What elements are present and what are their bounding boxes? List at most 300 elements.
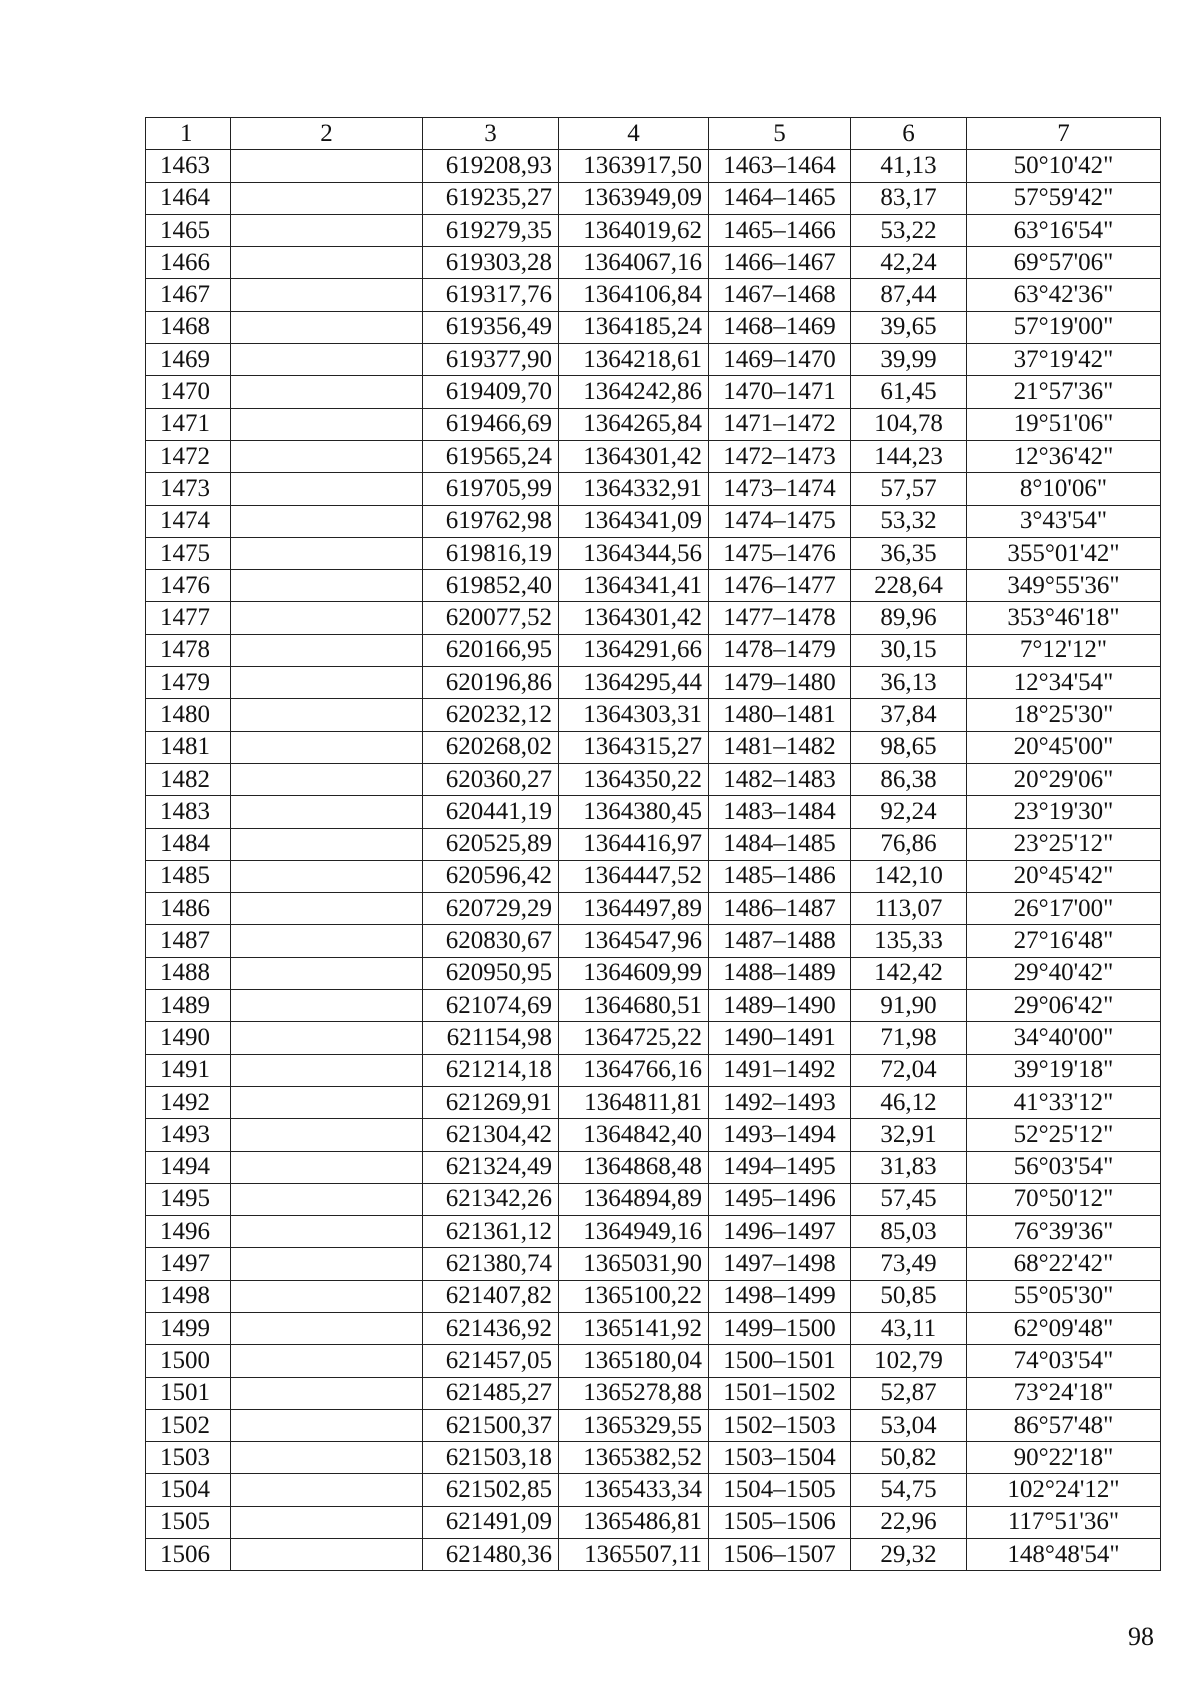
table-row [146,1377,1161,1409]
length-cell: 52,87 [851,1377,967,1409]
point-number-cell: 1500 [146,1345,231,1377]
y-coordinate-cell: 1364019,62 [559,214,709,246]
segment-cell: 1504–1505 [709,1474,851,1506]
segment-cell: 1493–1494 [709,1119,851,1151]
column-2-cell [231,1312,423,1344]
x-coordinate-cell: 619356,49 [423,311,559,343]
column-2-cell [231,893,423,925]
x-coordinate-cell: 619279,35 [423,214,559,246]
length-cell: 50,82 [851,1442,967,1474]
column-2-cell [231,1086,423,1118]
segment-cell: 1489–1490 [709,990,851,1022]
y-coordinate-cell: 1365433,34 [559,1474,709,1506]
y-coordinate-cell: 1364725,22 [559,1022,709,1054]
point-number-cell: 1473 [146,473,231,505]
length-cell: 142,10 [851,860,967,892]
length-cell: 39,65 [851,311,967,343]
point-number-cell: 1488 [146,957,231,989]
column-2-cell [231,1183,423,1215]
x-coordinate-cell: 620077,52 [423,602,559,634]
bearing-cell: 63°16'54" [967,214,1161,246]
point-number-cell: 1492 [146,1086,231,1118]
bearing-cell: 148°48'54" [967,1539,1161,1571]
table-row [146,247,1161,279]
x-coordinate-cell: 620729,29 [423,893,559,925]
bearing-cell: 56°03'54" [967,1151,1161,1183]
segment-cell: 1497–1498 [709,1248,851,1280]
length-cell: 57,45 [851,1183,967,1215]
x-coordinate-cell: 621074,69 [423,990,559,1022]
column-2-cell [231,957,423,989]
y-coordinate-cell: 1364344,56 [559,537,709,569]
y-coordinate-cell: 1365180,04 [559,1345,709,1377]
column-2-cell [231,247,423,279]
segment-cell: 1480–1481 [709,699,851,731]
table-row [146,1345,1161,1377]
length-cell: 42,24 [851,247,967,279]
y-coordinate-cell: 1363917,50 [559,150,709,182]
point-number-cell: 1471 [146,408,231,440]
column-header-2: 2 [231,118,423,150]
y-coordinate-cell: 1364447,52 [559,860,709,892]
segment-cell: 1498–1499 [709,1280,851,1312]
table-row [146,1216,1161,1248]
segment-cell: 1474–1475 [709,505,851,537]
bearing-cell: 52°25'12" [967,1119,1161,1151]
bearing-cell: 39°19'18" [967,1054,1161,1086]
length-cell: 41,13 [851,150,967,182]
segment-cell: 1492–1493 [709,1086,851,1118]
bearing-cell: 23°25'12" [967,828,1161,860]
bearing-cell: 70°50'12" [967,1183,1161,1215]
point-number-cell: 1466 [146,247,231,279]
point-number-cell: 1464 [146,182,231,214]
length-cell: 85,03 [851,1216,967,1248]
point-number-cell: 1482 [146,763,231,795]
y-coordinate-cell: 1365031,90 [559,1248,709,1280]
point-number-cell: 1481 [146,731,231,763]
point-number-cell: 1483 [146,796,231,828]
table-row [146,893,1161,925]
y-coordinate-cell: 1364380,45 [559,796,709,828]
table-row [146,634,1161,666]
column-2-cell [231,990,423,1022]
segment-cell: 1482–1483 [709,763,851,795]
y-coordinate-cell: 1364067,16 [559,247,709,279]
bearing-cell: 73°24'18" [967,1377,1161,1409]
x-coordinate-cell: 621457,05 [423,1345,559,1377]
x-coordinate-cell: 621485,27 [423,1377,559,1409]
length-cell: 36,35 [851,537,967,569]
x-coordinate-cell: 621407,82 [423,1280,559,1312]
x-coordinate-cell: 619816,19 [423,537,559,569]
bearing-cell: 68°22'42" [967,1248,1161,1280]
column-2-cell [231,408,423,440]
bearing-cell: 62°09'48" [967,1312,1161,1344]
table-row [146,1280,1161,1312]
bearing-cell: 76°39'36" [967,1216,1161,1248]
bearing-cell: 7°12'12" [967,634,1161,666]
length-cell: 37,84 [851,699,967,731]
table-row [146,667,1161,699]
segment-cell: 1503–1504 [709,1442,851,1474]
table-row [146,1474,1161,1506]
table-row [146,1119,1161,1151]
bearing-cell: 74°03'54" [967,1345,1161,1377]
column-2-cell [231,537,423,569]
length-cell: 31,83 [851,1151,967,1183]
length-cell: 91,90 [851,990,967,1022]
table-row [146,1442,1161,1474]
bearing-cell: 23°19'30" [967,796,1161,828]
segment-cell: 1477–1478 [709,602,851,634]
y-coordinate-cell: 1364218,61 [559,344,709,376]
bearing-cell: 19°51'06" [967,408,1161,440]
segment-cell: 1468–1469 [709,311,851,343]
table-row [146,828,1161,860]
table-row [146,505,1161,537]
length-cell: 228,64 [851,570,967,602]
bearing-cell: 57°19'00" [967,311,1161,343]
point-number-cell: 1491 [146,1054,231,1086]
table-row [146,925,1161,957]
column-2-cell [231,602,423,634]
table-row [146,860,1161,892]
length-cell: 144,23 [851,440,967,472]
bearing-cell: 12°36'42" [967,440,1161,472]
length-cell: 102,79 [851,1345,967,1377]
y-coordinate-cell: 1364350,22 [559,763,709,795]
point-number-cell: 1475 [146,537,231,569]
x-coordinate-cell: 619762,98 [423,505,559,537]
table-row [146,1312,1161,1344]
x-coordinate-cell: 620830,67 [423,925,559,957]
segment-cell: 1481–1482 [709,731,851,763]
table-row [146,602,1161,634]
segment-cell: 1472–1473 [709,440,851,472]
column-2-cell [231,182,423,214]
column-header-4: 4 [559,118,709,150]
segment-cell: 1476–1477 [709,570,851,602]
length-cell: 87,44 [851,279,967,311]
point-number-cell: 1504 [146,1474,231,1506]
bearing-cell: 26°17'00" [967,893,1161,925]
column-2-cell [231,440,423,472]
y-coordinate-cell: 1364547,96 [559,925,709,957]
y-coordinate-cell: 1364301,42 [559,602,709,634]
point-number-cell: 1469 [146,344,231,376]
column-2-cell [231,1248,423,1280]
y-coordinate-cell: 1364341,41 [559,570,709,602]
x-coordinate-cell: 620232,12 [423,699,559,731]
length-cell: 57,57 [851,473,967,505]
segment-cell: 1495–1496 [709,1183,851,1215]
table-row [146,376,1161,408]
bearing-cell: 20°29'06" [967,763,1161,795]
point-number-cell: 1496 [146,1216,231,1248]
column-2-cell [231,1506,423,1538]
column-2-cell [231,1022,423,1054]
point-number-cell: 1467 [146,279,231,311]
y-coordinate-cell: 1365141,92 [559,1312,709,1344]
bearing-cell: 20°45'42" [967,860,1161,892]
page-number: 98 [1128,1622,1154,1651]
table-row [146,1022,1161,1054]
x-coordinate-cell: 621269,91 [423,1086,559,1118]
segment-cell: 1465–1466 [709,214,851,246]
table-row [146,570,1161,602]
segment-cell: 1491–1492 [709,1054,851,1086]
segment-cell: 1485–1486 [709,860,851,892]
point-number-cell: 1480 [146,699,231,731]
segment-cell: 1496–1497 [709,1216,851,1248]
x-coordinate-cell: 619409,70 [423,376,559,408]
table-row [146,473,1161,505]
length-cell: 22,96 [851,1506,967,1538]
column-header-6: 6 [851,118,967,150]
length-cell: 32,91 [851,1119,967,1151]
column-2-cell [231,376,423,408]
point-number-cell: 1486 [146,893,231,925]
column-2-cell [231,214,423,246]
bearing-cell: 55°05'30" [967,1280,1161,1312]
bearing-cell: 90°22'18" [967,1442,1161,1474]
column-2-cell [231,1280,423,1312]
column-2-cell [231,1474,423,1506]
bearing-cell: 349°55'36" [967,570,1161,602]
table-body [146,118,1161,1571]
x-coordinate-cell: 619565,24 [423,440,559,472]
column-2-cell [231,1442,423,1474]
segment-cell: 1499–1500 [709,1312,851,1344]
y-coordinate-cell: 1364301,42 [559,440,709,472]
length-cell: 76,86 [851,828,967,860]
table-row [146,1151,1161,1183]
y-coordinate-cell: 1364341,09 [559,505,709,537]
column-header-7: 7 [967,118,1161,150]
x-coordinate-cell: 621480,36 [423,1539,559,1571]
segment-cell: 1488–1489 [709,957,851,989]
bearing-cell: 18°25'30" [967,699,1161,731]
x-coordinate-cell: 621342,26 [423,1183,559,1215]
segment-cell: 1484–1485 [709,828,851,860]
column-2-cell [231,1054,423,1086]
length-cell: 98,65 [851,731,967,763]
table-row [146,150,1161,182]
column-2-cell [231,1539,423,1571]
x-coordinate-cell: 620441,19 [423,796,559,828]
x-coordinate-cell: 621500,37 [423,1409,559,1441]
length-cell: 61,45 [851,376,967,408]
table-row [146,1086,1161,1118]
table-row [146,311,1161,343]
y-coordinate-cell: 1364303,31 [559,699,709,731]
length-cell: 29,32 [851,1539,967,1571]
bearing-cell: 69°57'06" [967,247,1161,279]
point-number-cell: 1472 [146,440,231,472]
x-coordinate-cell: 619705,99 [423,473,559,505]
point-number-cell: 1470 [146,376,231,408]
length-cell: 50,85 [851,1280,967,1312]
table-row [146,731,1161,763]
x-coordinate-cell: 619852,40 [423,570,559,602]
bearing-cell: 37°19'42" [967,344,1161,376]
bearing-cell: 102°24'12" [967,1474,1161,1506]
point-number-cell: 1463 [146,150,231,182]
segment-cell: 1490–1491 [709,1022,851,1054]
length-cell: 73,49 [851,1248,967,1280]
y-coordinate-cell: 1364766,16 [559,1054,709,1086]
point-number-cell: 1485 [146,860,231,892]
point-number-cell: 1506 [146,1539,231,1571]
bearing-cell: 353°46'18" [967,602,1161,634]
length-cell: 113,07 [851,893,967,925]
x-coordinate-cell: 621380,74 [423,1248,559,1280]
length-cell: 39,99 [851,344,967,376]
y-coordinate-cell: 1364842,40 [559,1119,709,1151]
y-coordinate-cell: 1364242,86 [559,376,709,408]
point-number-cell: 1478 [146,634,231,666]
segment-cell: 1473–1474 [709,473,851,505]
segment-cell: 1466–1467 [709,247,851,279]
table-row [146,182,1161,214]
bearing-cell: 29°06'42" [967,990,1161,1022]
x-coordinate-cell: 621491,09 [423,1506,559,1538]
point-number-cell: 1468 [146,311,231,343]
column-2-cell [231,796,423,828]
point-number-cell: 1465 [146,214,231,246]
length-cell: 83,17 [851,182,967,214]
x-coordinate-cell: 621502,85 [423,1474,559,1506]
length-cell: 54,75 [851,1474,967,1506]
column-2-cell [231,1216,423,1248]
x-coordinate-cell: 620360,27 [423,763,559,795]
column-2-cell [231,1345,423,1377]
table-row [146,990,1161,1022]
segment-cell: 1469–1470 [709,344,851,376]
segment-cell: 1494–1495 [709,1151,851,1183]
x-coordinate-cell: 620596,42 [423,860,559,892]
x-coordinate-cell: 620268,02 [423,731,559,763]
table-row [146,1409,1161,1441]
point-number-cell: 1498 [146,1280,231,1312]
point-number-cell: 1484 [146,828,231,860]
bearing-cell: 57°59'42" [967,182,1161,214]
table-row [146,1248,1161,1280]
point-number-cell: 1501 [146,1377,231,1409]
point-number-cell: 1476 [146,570,231,602]
column-header-3: 3 [423,118,559,150]
bearing-cell: 12°34'54" [967,667,1161,699]
point-number-cell: 1494 [146,1151,231,1183]
table-row [146,699,1161,731]
point-number-cell: 1489 [146,990,231,1022]
point-number-cell: 1490 [146,1022,231,1054]
table-row [146,408,1161,440]
bearing-cell: 21°57'36" [967,376,1161,408]
table-row [146,957,1161,989]
table-row [146,1054,1161,1086]
segment-cell: 1483–1484 [709,796,851,828]
table-row [146,796,1161,828]
column-2-cell [231,634,423,666]
segment-cell: 1502–1503 [709,1409,851,1441]
table-row [146,344,1161,376]
length-cell: 89,96 [851,602,967,634]
x-coordinate-cell: 621436,92 [423,1312,559,1344]
length-cell: 72,04 [851,1054,967,1086]
y-coordinate-cell: 1364265,84 [559,408,709,440]
column-2-cell [231,505,423,537]
length-cell: 86,38 [851,763,967,795]
point-number-cell: 1502 [146,1409,231,1441]
bearing-cell: 3°43'54" [967,505,1161,537]
length-cell: 36,13 [851,667,967,699]
y-coordinate-cell: 1364185,24 [559,311,709,343]
length-cell: 142,42 [851,957,967,989]
y-coordinate-cell: 1365507,11 [559,1539,709,1571]
y-coordinate-cell: 1364106,84 [559,279,709,311]
bearing-cell: 50°10'42" [967,150,1161,182]
bearing-cell: 86°57'48" [967,1409,1161,1441]
x-coordinate-cell: 620196,86 [423,667,559,699]
table-row [146,214,1161,246]
bearing-cell: 63°42'36" [967,279,1161,311]
y-coordinate-cell: 1364680,51 [559,990,709,1022]
x-coordinate-cell: 621361,12 [423,1216,559,1248]
point-number-cell: 1497 [146,1248,231,1280]
length-cell: 43,11 [851,1312,967,1344]
point-number-cell: 1487 [146,925,231,957]
x-coordinate-cell: 620950,95 [423,957,559,989]
bearing-cell: 117°51'36" [967,1506,1161,1538]
y-coordinate-cell: 1364291,66 [559,634,709,666]
y-coordinate-cell: 1364868,48 [559,1151,709,1183]
y-coordinate-cell: 1364295,44 [559,667,709,699]
x-coordinate-cell: 619317,76 [423,279,559,311]
segment-cell: 1501–1502 [709,1377,851,1409]
y-coordinate-cell: 1364609,99 [559,957,709,989]
point-number-cell: 1479 [146,667,231,699]
point-number-cell: 1477 [146,602,231,634]
x-coordinate-cell: 621154,98 [423,1022,559,1054]
length-cell: 30,15 [851,634,967,666]
x-coordinate-cell: 619208,93 [423,150,559,182]
table-row [146,537,1161,569]
x-coordinate-cell: 619303,28 [423,247,559,279]
segment-cell: 1464–1465 [709,182,851,214]
segment-cell: 1479–1480 [709,667,851,699]
column-2-cell [231,279,423,311]
column-2-cell [231,1377,423,1409]
segment-cell: 1486–1487 [709,893,851,925]
y-coordinate-cell: 1364497,89 [559,893,709,925]
y-coordinate-cell: 1363949,09 [559,182,709,214]
x-coordinate-cell: 621503,18 [423,1442,559,1474]
segment-cell: 1478–1479 [709,634,851,666]
y-coordinate-cell: 1365100,22 [559,1280,709,1312]
point-number-cell: 1503 [146,1442,231,1474]
column-2-cell [231,1151,423,1183]
header-row [146,118,1161,150]
column-2-cell [231,311,423,343]
segment-cell: 1463–1464 [709,150,851,182]
column-2-cell [231,731,423,763]
length-cell: 71,98 [851,1022,967,1054]
bearing-cell: 29°40'42" [967,957,1161,989]
x-coordinate-cell: 621304,42 [423,1119,559,1151]
column-2-cell [231,1409,423,1441]
